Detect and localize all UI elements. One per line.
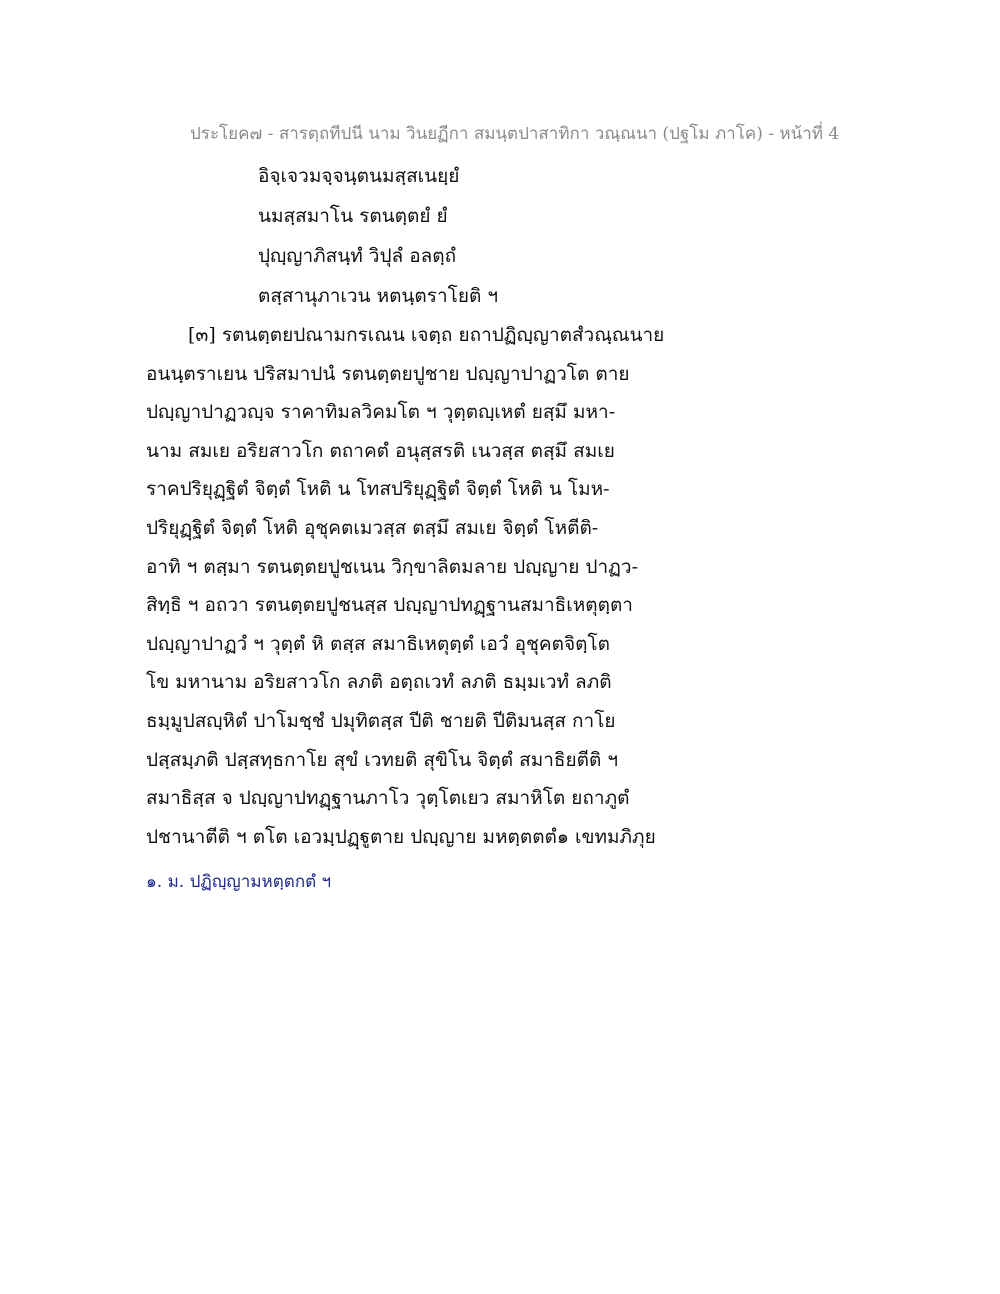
- body-line: ปญฺญาปาฏวญฺจ ราคาทิมลวิคมโต ฯ วุตฺตญฺเหตํ ยสฺมึ มหา-: [146, 401, 616, 424]
- body-line: สมาธิสฺส จ ปญฺญาปทฏฺฐานภาโว วุตฺโตเยว สมาหิโต ยถาภูตํ: [146, 787, 630, 810]
- body-line: สิทฺธิ ฯ อถวา รตนตฺตยปูชนสฺส ปญฺญาปทฏฺฐานสมาธิเหตุตฺตา: [146, 594, 633, 617]
- body-line: ปริยุฏฺฐิตํ จิตฺตํ โหติ อุชุคตเมวสฺส ตสฺมึ สมเย จิตฺตํ โหตีติ-: [146, 516, 599, 539]
- footnote: ๑. ม. ปฏิญฺญามหตฺตกตํ ฯ: [146, 872, 332, 892]
- body-line: [๓] รตนตฺตยปณามกรเณน เจตฺถ ยถาปฏิญฺญาตสํวณฺณนาย: [188, 324, 665, 346]
- body-line: อาทิ ฯ ตสฺมา รตนตฺตยปูชเนน วิกฺขาลิตมลาย ปญฺญาย ปาฏว-: [146, 555, 639, 578]
- body-line: นาม สมเย อริยสาวโก ตถาคตํ อนุสฺสรติ เนวสฺส ตสฺมึ สมเย: [146, 439, 615, 462]
- verse-line: อิจฺเจวมจฺจนฺตนมสฺสเนยฺยํ: [258, 165, 460, 187]
- verse-line: ตสฺสานุภาเวน หตนฺตราโยติ ฯ: [258, 285, 499, 307]
- body-line: ปชานาตีติ ฯ ตโต เอวมฺปฏฺฐูตาย ปญฺญาย มหตฺตตตํ๑ เขทมภิภุย: [146, 825, 656, 848]
- body-line: อนนฺตราเยน ปริสมาปนํ รตนตฺตยปูชาย ปญฺญาปาฏวโต ตาย: [146, 362, 630, 385]
- page-header: ประโยค๗ - สารตฺถทีปนี นาม วินยฏีกา สมนฺตปาสาทิกา วณฺณนา (ปฐโม ภาโค) - หน้าที่ 4: [190, 124, 840, 144]
- verse-block: [258, 156, 498, 316]
- verse-line: นมสฺสมาโน รตนตฺตยํ ยํ: [258, 205, 448, 227]
- body-line: ราคปริยุฏฺฐิตํ จิตฺตํ โหติ น โทสปริยุฏฺฐิตํ จิตฺตํ โหติ น โมห-: [146, 478, 610, 501]
- verse-line: ปุญฺญาภิสนฺทํ วิปุลํ อลตฺถํ: [258, 245, 457, 267]
- body-paragraph: [146, 316, 666, 856]
- body-line: โข มหานาม อริยสาวโก ลภติ อตฺถเวทํ ลภติ ธมฺมเวทํ ลภติ: [146, 671, 612, 694]
- body-line: ธมฺมูปสญฺหิตํ ปาโมชฺชํ ปมุทิตสฺส ปีติ ชายติ ปีติมนสฺส กาโย: [146, 709, 616, 732]
- body-line: ปญฺญาปาฏวํ ฯ วุตฺตํ หิ ตสฺส สมาธิเหตุตฺตํ เอวํ อุชุคตจิตฺโต: [146, 632, 610, 655]
- body-line: ปสฺสมฺภติ ปสฺสทฺธกาโย สุขํ เวทยติ สุขิโน จิตฺตํ สมาธิยตีติ ฯ: [146, 748, 619, 771]
